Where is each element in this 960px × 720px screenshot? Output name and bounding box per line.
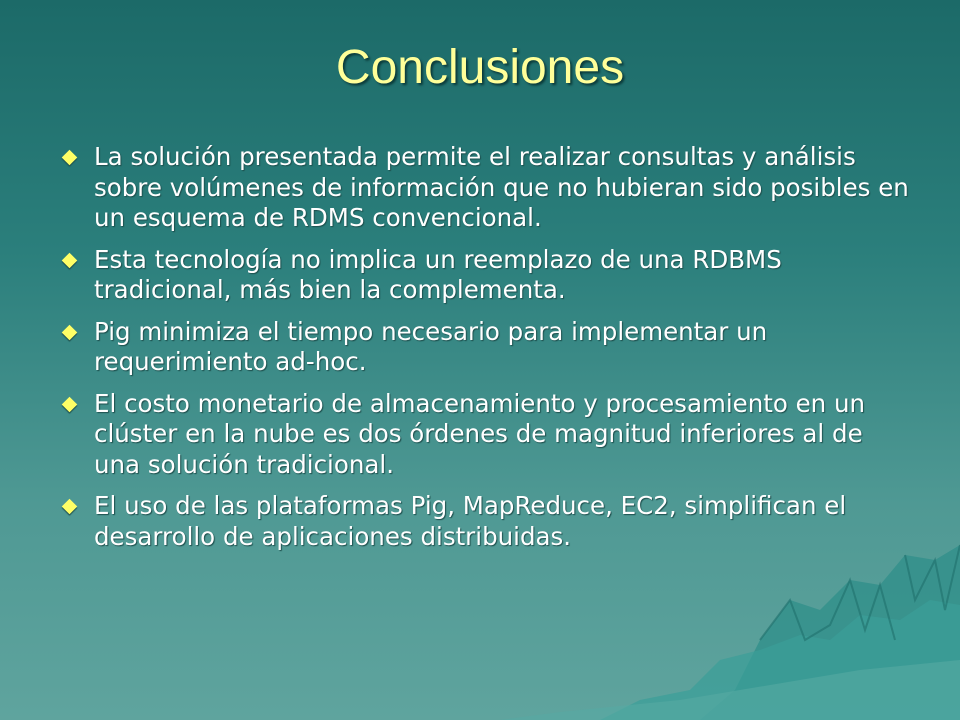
diamond-bullet-icon (62, 499, 78, 515)
bullet-item (60, 317, 910, 378)
bullet-text: La solución presentada permite el realizar consultas y análisis sobre volúmenes de información que no hubieran sido posibles en un esquema de RDMS convencional. (94, 142, 909, 232)
bullet-text: El uso de las plataformas Pig, MapReduce, EC2, simplifican el desarrollo de aplicaciones distribuidas. (94, 491, 847, 551)
diamond-bullet-icon (62, 252, 78, 268)
bullet-item (60, 245, 910, 306)
bullet-text: Pig minimiza el tiempo necesario para implementar un requerimiento ad-hoc. (94, 316, 768, 376)
diamond-bullet-icon (62, 396, 78, 412)
bullet-item (60, 389, 910, 481)
diamond-bullet-icon (62, 324, 78, 340)
bullet-item (60, 142, 910, 234)
bullet-text: Esta tecnología no implica un reemplazo de una RDBMS tradicional, más bien la complementa. (94, 244, 782, 304)
bullet-text: El costo monetario de almacenamiento y procesamiento en un clúster en la nube es dos órdenes de magnitud inferiores al de una solución tradicional. (94, 388, 866, 479)
slide-title: Conclusiones (335, 41, 625, 94)
bullet-list (60, 142, 910, 563)
diamond-bullet-icon (62, 150, 78, 166)
bullet-item (60, 491, 910, 552)
